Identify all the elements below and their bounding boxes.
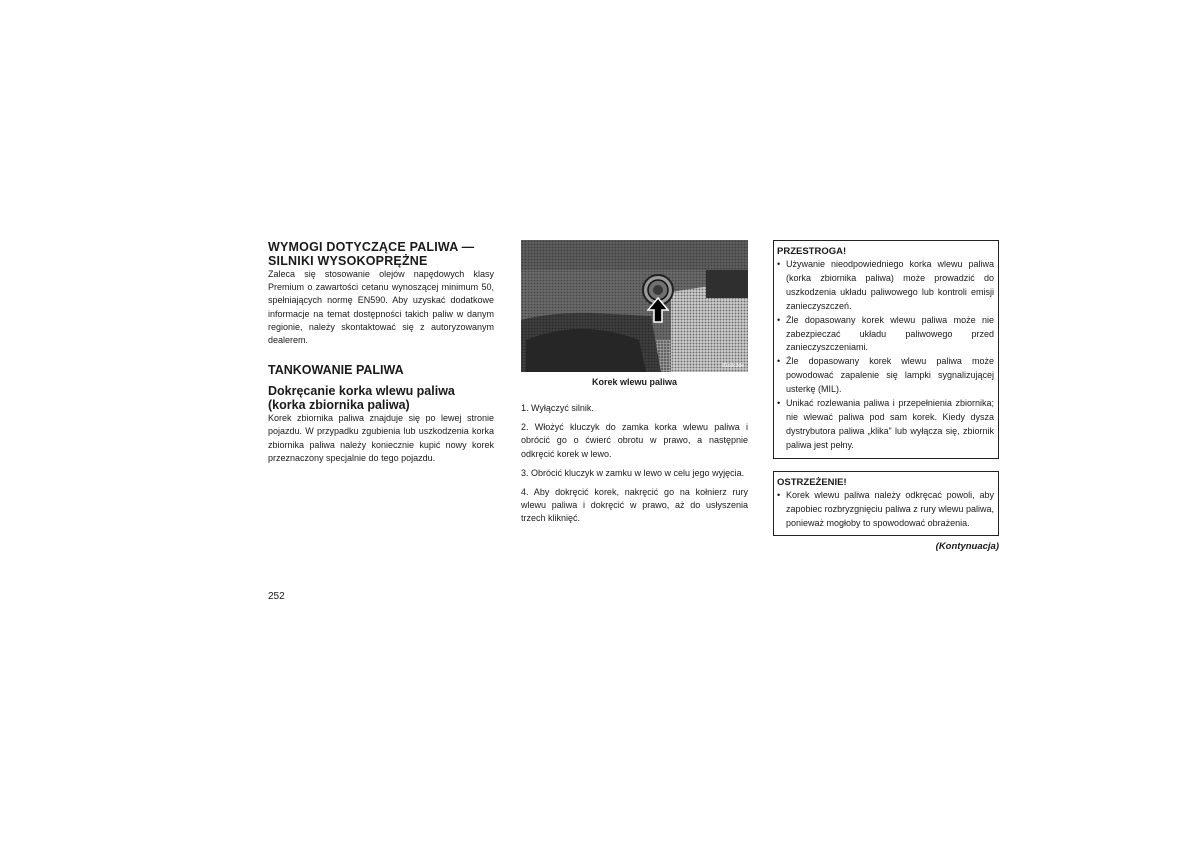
caution-title: PRZESTROGA!	[777, 246, 847, 257]
fuel-cap-photo	[521, 240, 748, 372]
heading-refueling: TANKOWANIE PALIWA	[268, 363, 404, 378]
caution-item: • Źle dopasowany korek wlewu paliwa może powodować zapalenie się lampki sygnalizującej usterkę (MIL).	[777, 356, 994, 395]
page-number: 252	[268, 591, 285, 602]
fuel-cap-text: Korek zbiornika paliwa znajduje się po lewej stronie pojazdu. W przypadku zgubienia lub uszkodzenia korka zbiornika paliwa należy koniecznie kupić nowy korek przeznaczony specjalnie do tego pojazdu.	[268, 413, 494, 463]
warning-box	[773, 471, 999, 537]
caution-box	[773, 240, 999, 459]
right-column	[773, 240, 999, 552]
caution-item: • Unikać rozlewania paliwa i przepełnienia zbiornika; nie wlewać paliwa pod sam korek. Kiedy dysza dystrybutora paliwa „klika” lub wyłącza się, zbiornik paliwa jest pełny.	[777, 398, 994, 450]
figure-code: 81c8c3de	[722, 363, 744, 369]
step-1: 1. Wyłączyć silnik.	[521, 403, 594, 413]
middle-column	[521, 240, 748, 532]
warning-list	[777, 489, 994, 531]
step-3: 3. Obrócić kluczyk w zamku w lewo w celu jego wyjęcia.	[521, 467, 745, 478]
step-2: 2. Włożyć kluczyk do zamka korka wlewu paliwa i obrócić go o ćwierć obrotu w prawo, a następnie odkręcić korek w lewo.	[521, 422, 748, 459]
warning-title: OSTRZEŻENIE!	[777, 476, 847, 488]
warning-item: • Korek wlewu paliwa należy odkręcać powoli, aby zapobiec rozbryzgnięciu paliwa z rury wlewu paliwa, ponieważ mogłoby to spowodować obrażenia.	[777, 489, 994, 528]
fuel-requirements-text: Zaleca się stosowanie olejów napędowych klasy Premium o zawartości cetanu wynoszącej minimum 50, spełniających normę EN590. Aby uzyskać dodatkowe informacje na temat dostępności takich paliw w danym regionie, należy skontaktować się z autoryzowanym dealerem.	[268, 269, 494, 346]
subheading-fuel-cap: Dokręcanie korka wlewu paliwa (korka zbiornika paliwa)	[268, 384, 455, 413]
step-4: 4. Aby dokręcić korek, nakręcić go na kołnierz rury wlewu paliwa i dokręcić w prawo, aż do usłyszenia trzech kliknięć.	[521, 487, 748, 524]
caution-item: • Używanie nieodpowiedniego korka wlewu paliwa (korka zbiornika paliwa) może prowadzić do uszkodzenia układu paliwowego lub kontroli emisji zanieczyszczeń.	[777, 259, 994, 311]
left-column	[268, 240, 494, 465]
continuation-note: (Kontynuacja)	[935, 541, 999, 553]
caution-item: • Źle dopasowany korek wlewu paliwa może nie zabezpieczać układu paliwowego przed zanieczyszczeniami.	[777, 314, 994, 353]
figure-caption: Korek wlewu paliwa	[591, 377, 678, 387]
caution-list	[777, 258, 994, 453]
heading-fuel-requirements: WYMOGI DOTYCZĄCE PALIWA — SILNIKI WYSOKOPRĘŻNE	[268, 240, 475, 268]
fuel-cap-illustration	[521, 240, 748, 372]
